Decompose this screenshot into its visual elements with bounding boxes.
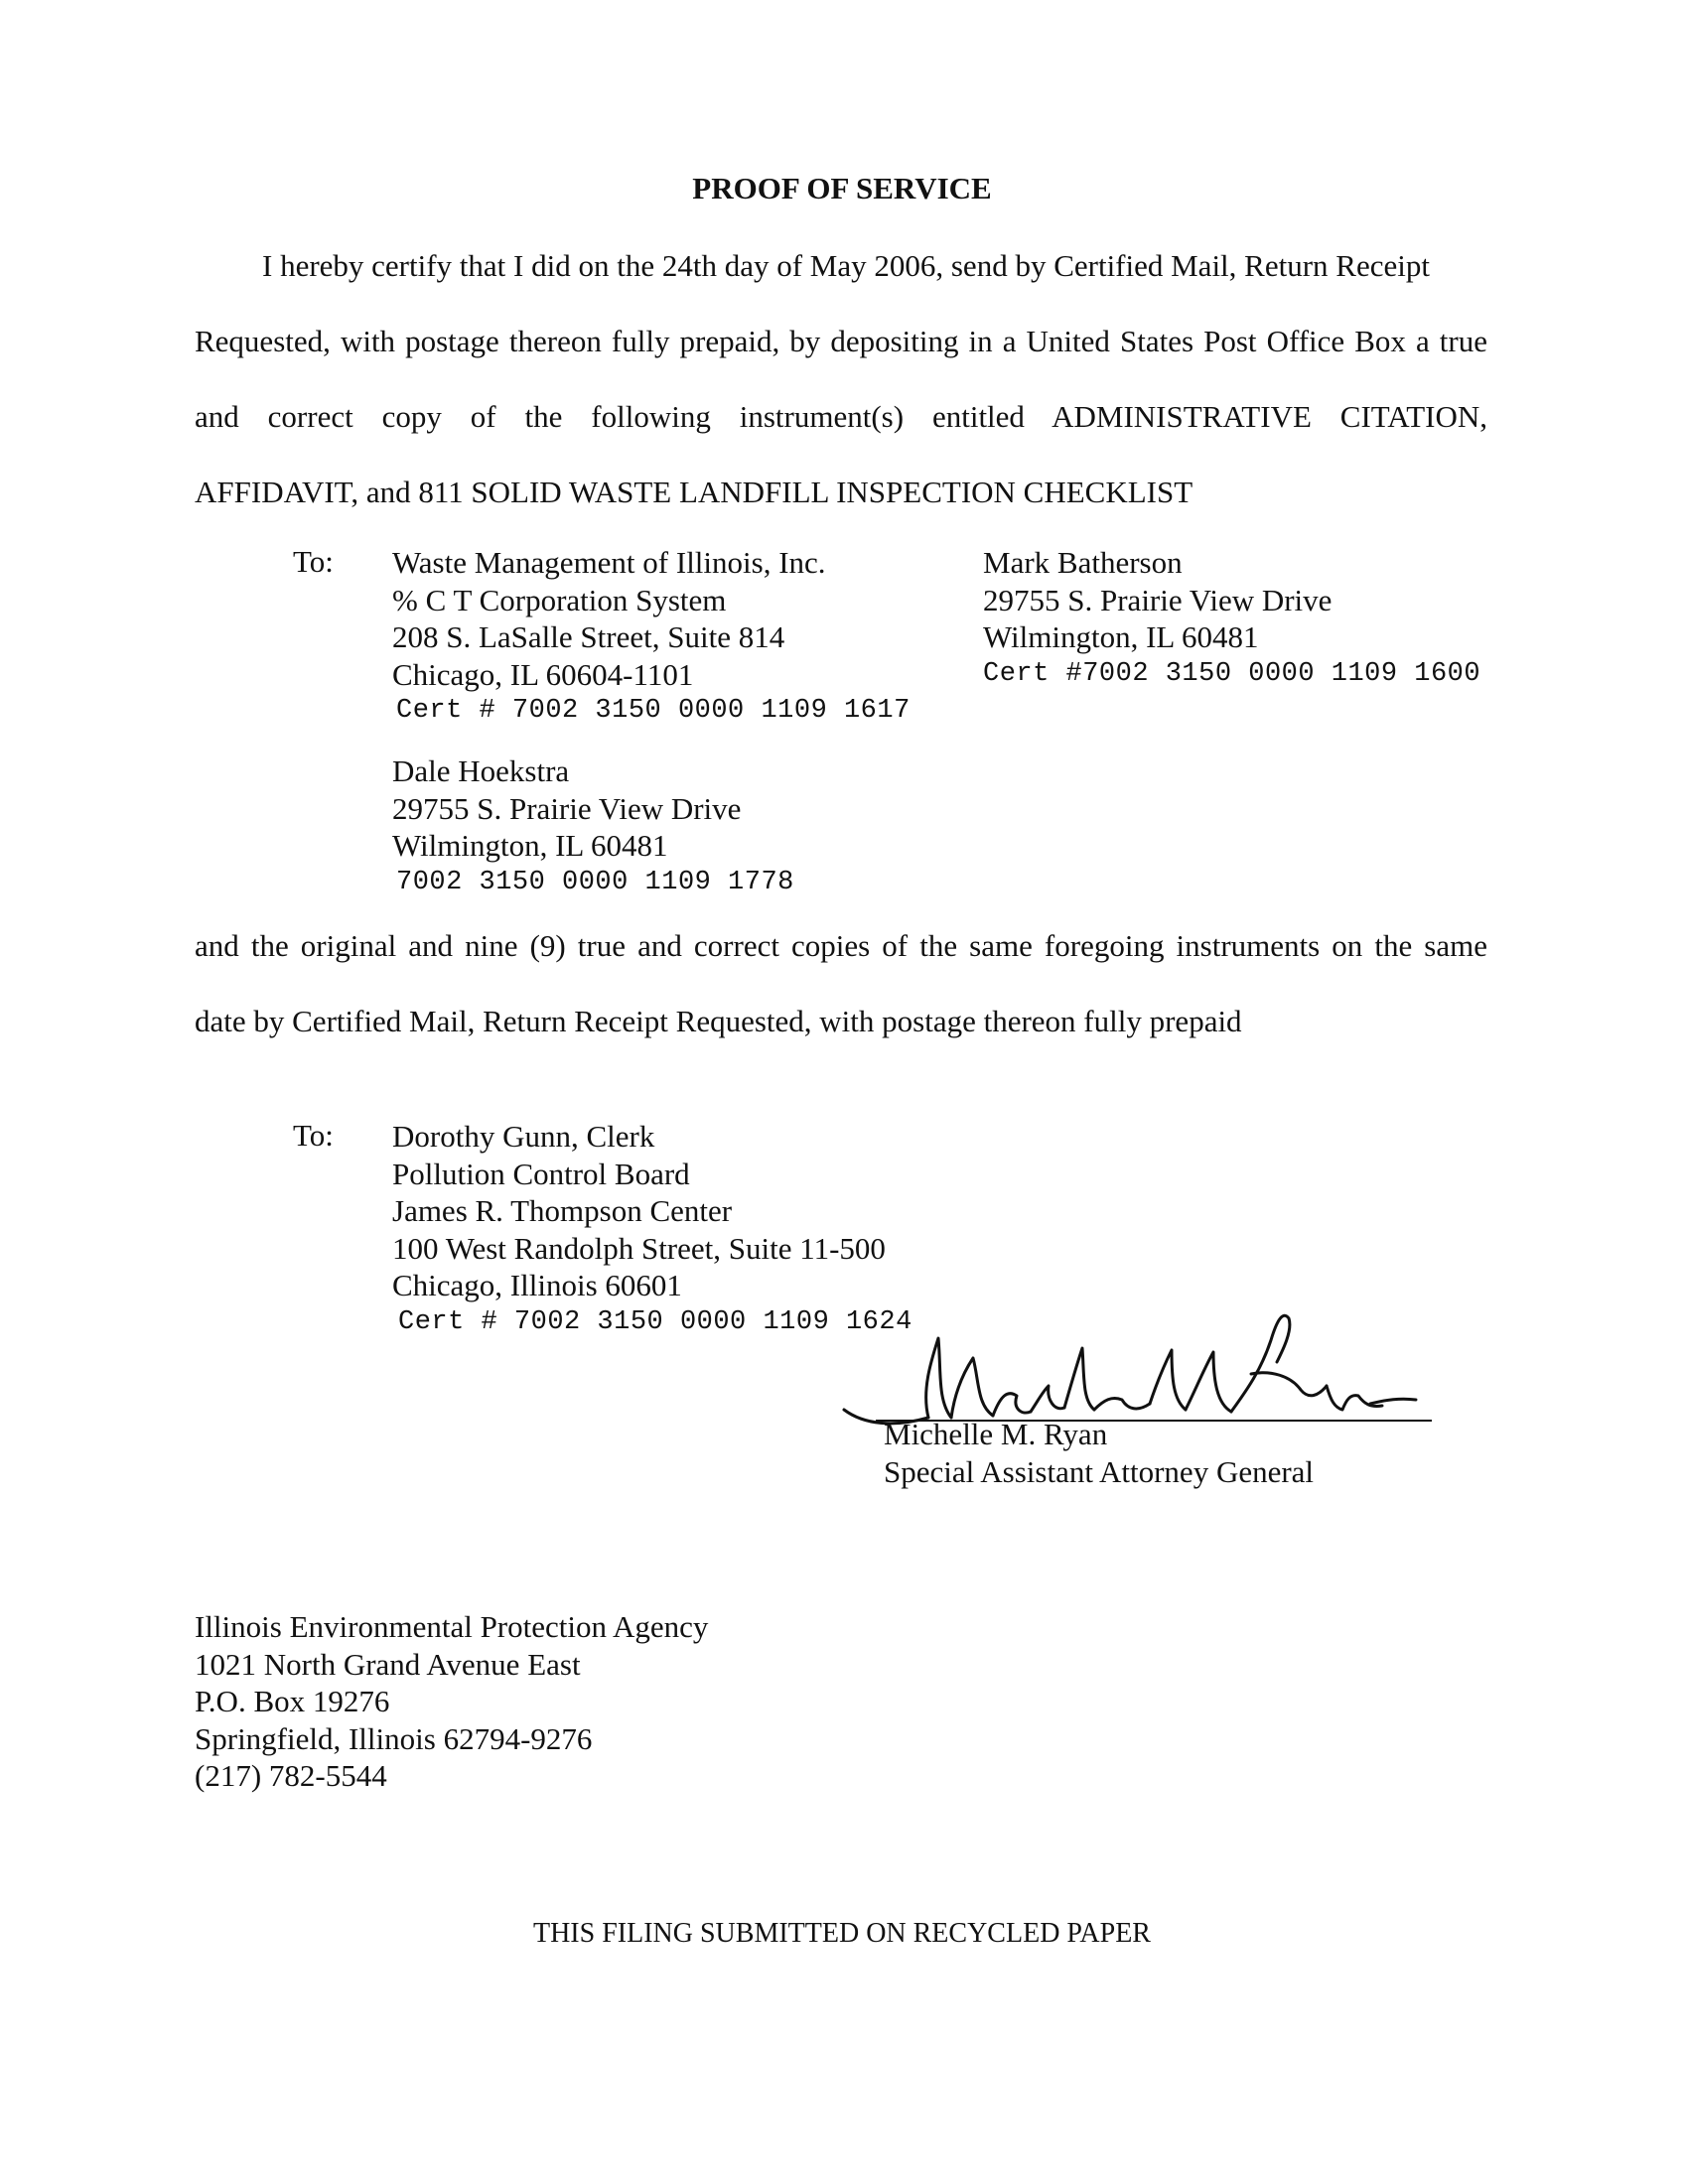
paragraph-line: I hereby certify that I did on the 24th day of May 2006, send by Certified Mail, Return Receipt bbox=[262, 248, 1430, 283]
cert-number: 7002 3150 0000 1109 1778 bbox=[396, 867, 794, 897]
address-line: James R. Thompson Center bbox=[392, 1193, 733, 1228]
address-line: Waste Management of Illinois, Inc. bbox=[392, 545, 826, 580]
paragraph-line: and the original and nine (9) true and correct copies of the same foregoing instruments on the same bbox=[195, 928, 1487, 963]
recipient-mark-batherson bbox=[983, 544, 1480, 693]
signatory-name: Michelle M. Ryan bbox=[884, 1417, 1108, 1451]
address-line: P.O. Box 19276 bbox=[195, 1684, 390, 1718]
phone-number: (217) 782-5544 bbox=[195, 1758, 387, 1793]
paragraph-line: date by Certified Mail, Return Receipt Requested, with postage thereon fully prepaid bbox=[195, 1004, 1242, 1038]
address-line: Dorothy Gunn, Clerk bbox=[392, 1119, 655, 1154]
address-line: 1021 North Grand Avenue East bbox=[195, 1646, 581, 1682]
to-label: To: bbox=[293, 544, 334, 579]
address-line: Chicago, IL 60604-1101 bbox=[392, 656, 694, 692]
address-line: Springfield, Illinois 62794-9276 bbox=[195, 1720, 593, 1756]
document-title: PROOF OF SERVICE bbox=[692, 171, 992, 205]
signatory bbox=[884, 1416, 1314, 1490]
address-line: 100 West Randolph Street, Suite 11-500 bbox=[392, 1230, 886, 1266]
address-line: 29755 S. Prairie View Drive bbox=[392, 790, 742, 826]
address-line: 208 S. LaSalle Street, Suite 814 bbox=[392, 619, 785, 654]
cert-number: Cert # 7002 3150 0000 1109 1617 bbox=[396, 696, 911, 726]
address-line: Chicago, Illinois 60601 bbox=[392, 1268, 682, 1302]
address-line: Wilmington, IL 60481 bbox=[392, 828, 668, 863]
agency-name: Illinois Environmental Protection Agency bbox=[195, 1609, 709, 1644]
recycled-paper-notice: THIS FILING SUBMITTED ON RECYCLED PAPER bbox=[532, 1918, 1151, 1949]
paragraph-line: and correct copy of the following instrument(s) entitled ADMINISTRATIVE CITATION, bbox=[195, 399, 1487, 434]
cert-number: Cert #7002 3150 0000 1109 1600 bbox=[983, 658, 1481, 689]
cert-number: Cert # 7002 3150 0000 1109 1624 bbox=[398, 1306, 912, 1337]
handwritten-signature bbox=[834, 1300, 1450, 1434]
agency-address bbox=[195, 1608, 708, 1795]
to-label: To: bbox=[293, 1118, 334, 1153]
address-line: % C T Corporation System bbox=[392, 582, 727, 617]
paragraph-line: Requested, with postage thereon fully prepaid, by depositing in a United States Post Office Box a true bbox=[195, 324, 1487, 358]
address-line: 29755 S. Prairie View Drive bbox=[983, 582, 1333, 617]
address-line: Wilmington, IL 60481 bbox=[983, 619, 1259, 654]
signatory-title: Special Assistant Attorney General bbox=[884, 1453, 1315, 1489]
recipient-dale-hoekstra bbox=[392, 752, 794, 901]
address-line: Dale Hoekstra bbox=[392, 753, 570, 788]
address-line: Mark Batherson bbox=[983, 545, 1183, 580]
address-line: Pollution Control Board bbox=[392, 1156, 690, 1191]
recipient-waste-management bbox=[392, 544, 911, 731]
paragraph-line: AFFIDAVIT, and 811 SOLID WASTE LANDFILL INSPECTION CHECKLIST bbox=[195, 475, 1193, 509]
